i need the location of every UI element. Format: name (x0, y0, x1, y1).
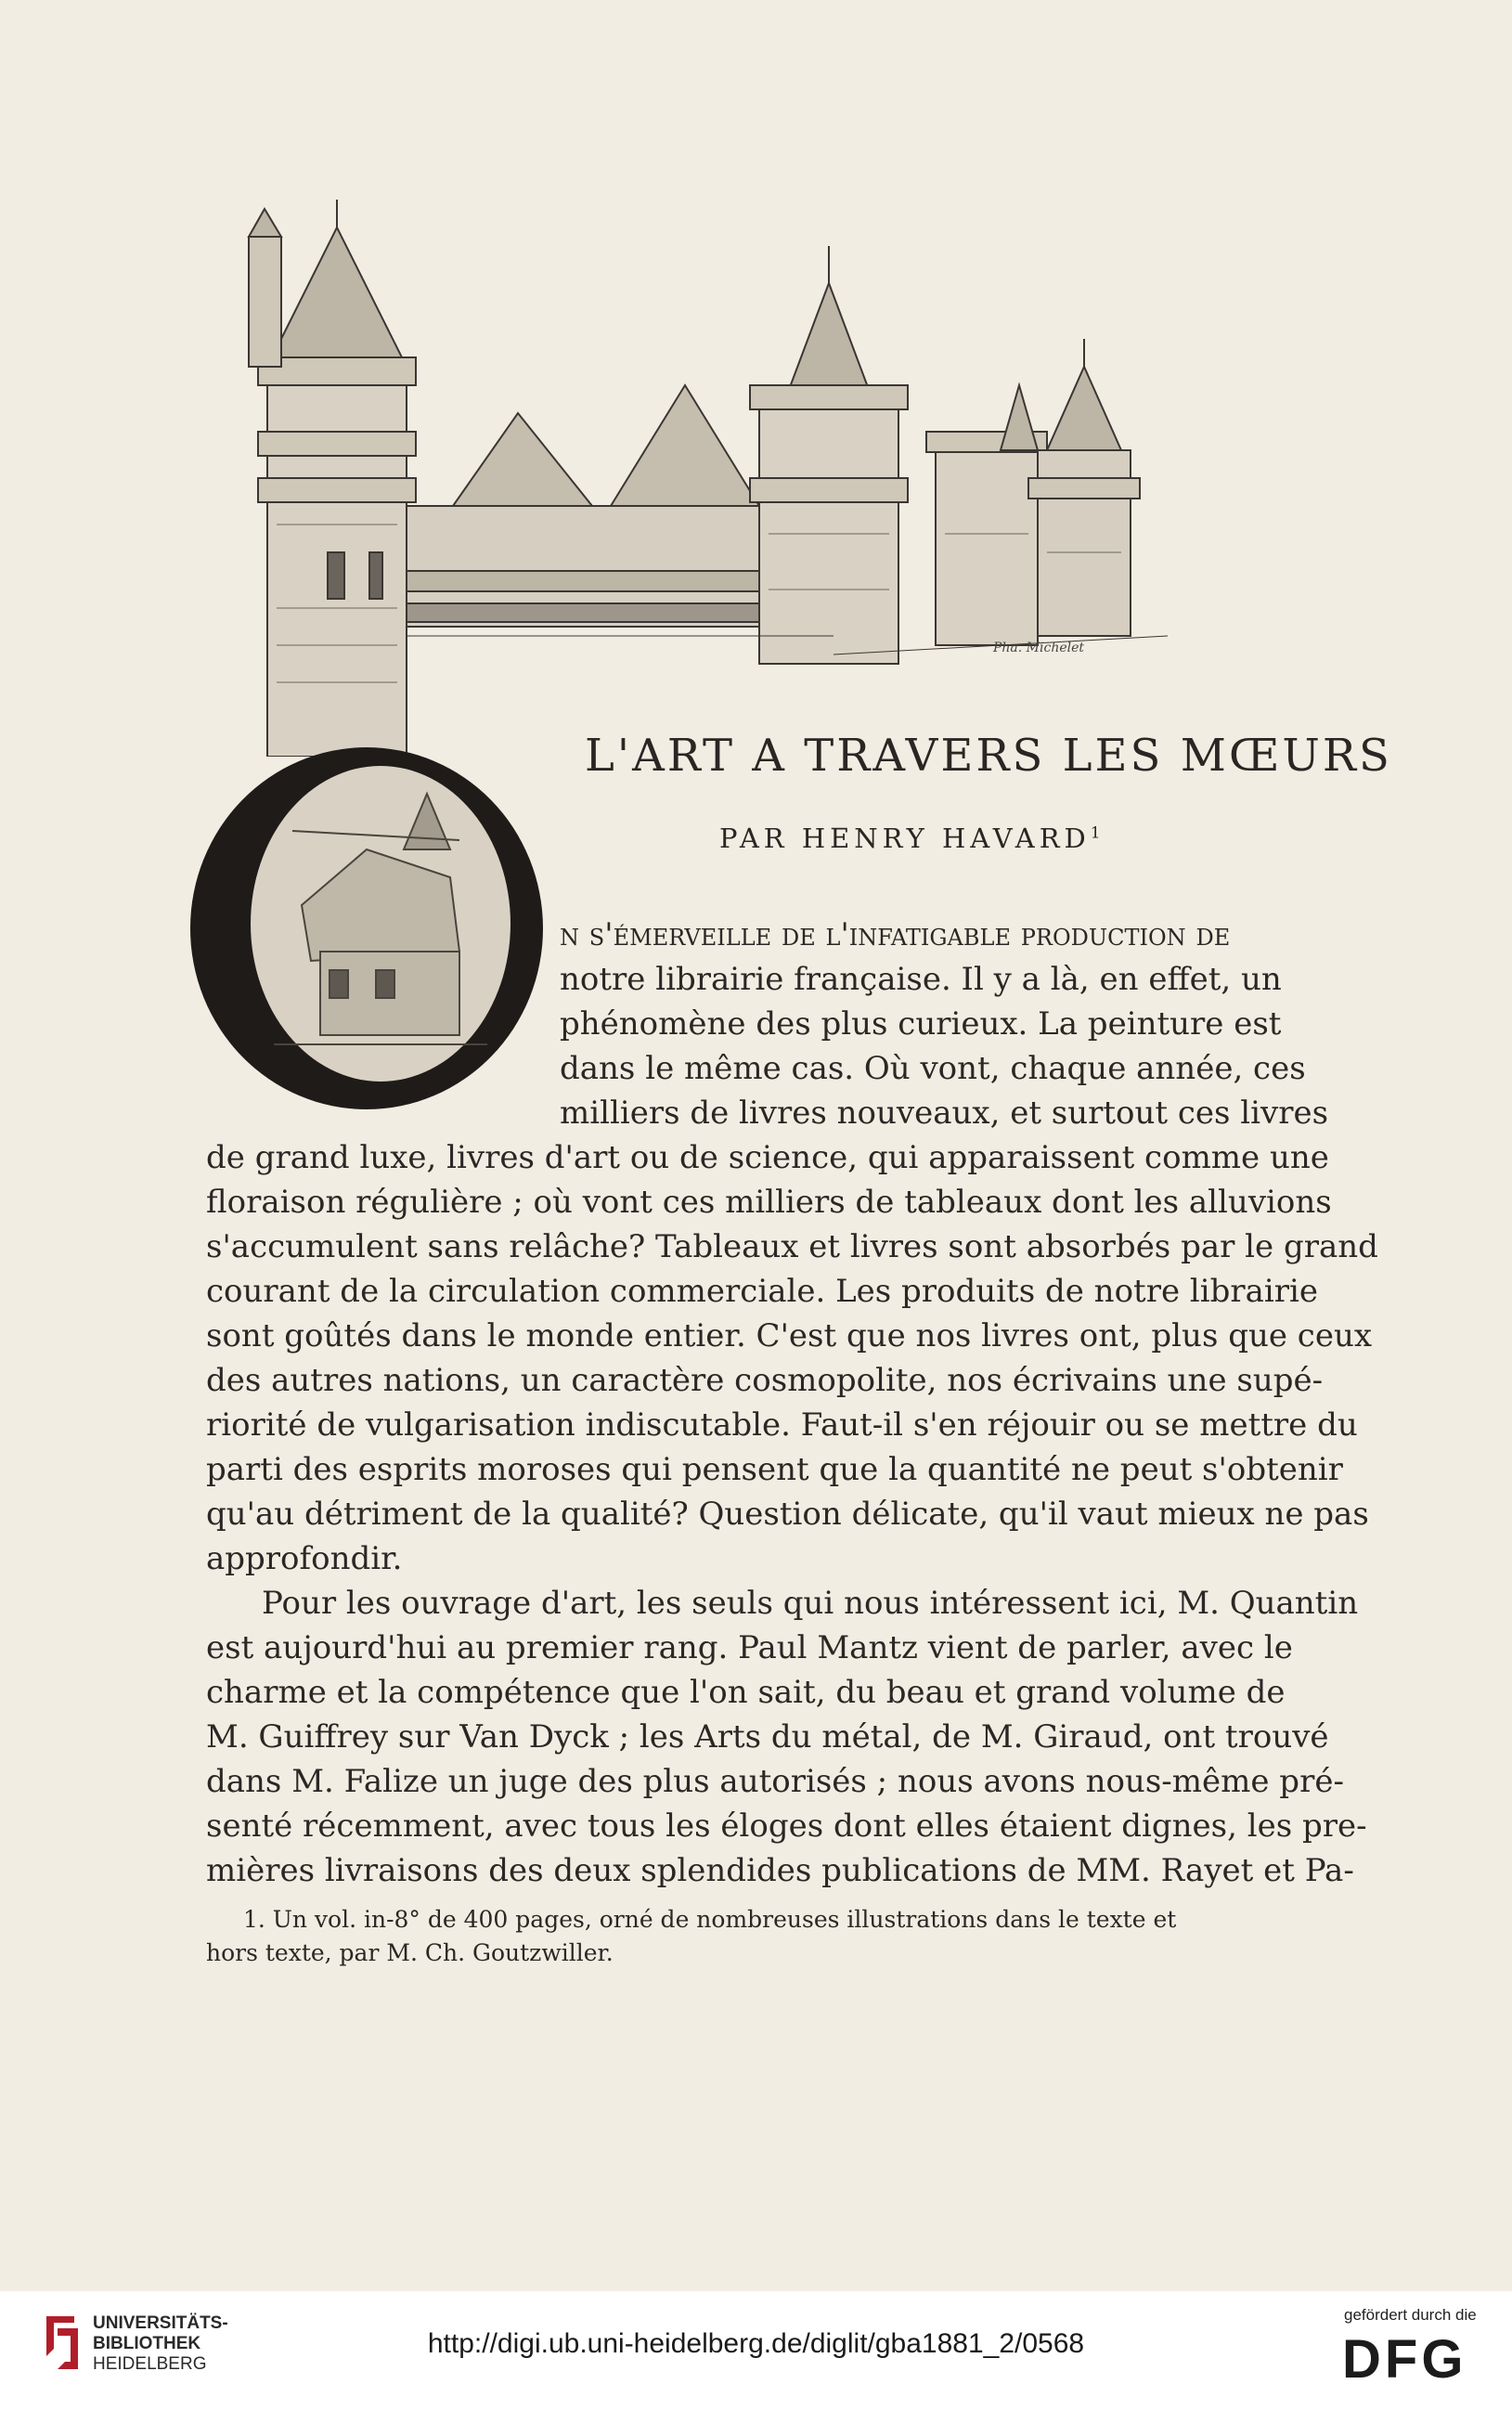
body-line: approfondir. (206, 1540, 403, 1577)
castle-illustration (239, 200, 1186, 757)
body-line: de grand luxe, livres d'art ou de science, qui apparaissent comme une (206, 1139, 1329, 1176)
article-title: L'ART A TRAVERS LES MŒURS (585, 730, 1392, 782)
body-line: riorité de vulgarisation indiscutable. Faut-il s'en réjouir ou se mettre du (206, 1406, 1358, 1444)
footnote-reference: 1 (1090, 823, 1101, 843)
body-line: milliers de livres nouveaux, et surtout ces livres (560, 1095, 1329, 1132)
body-line-text: n s'émerveille de l'infatigable production de (560, 916, 1231, 953)
body-line: floraison régulière ; où vont ces milliers de tableaux dont les alluvions (206, 1184, 1332, 1221)
body-line: sont goûtés dans le monde entier. C'est que nos livres ont, plus que ceux (206, 1317, 1373, 1354)
body-line: M. Guiffrey sur Van Dyck ; les Arts du métal, de M. Giraud, ont trouvé (206, 1718, 1329, 1756)
body-line (560, 913, 1231, 957)
body-line: des autres nations, un caractère cosmopolite, nos écrivains une supé- (206, 1362, 1324, 1399)
footnote-line: hors texte, par M. Ch. Goutzwiller. (206, 1939, 614, 1966)
source-url-link[interactable]: http://digi.ub.uni-heidelberg.de/diglit/gba1881_2/0568 (427, 2328, 1085, 2359)
body-line: qu'au détriment de la qualité? Question délicate, qu'il vaut mieux ne pas (206, 1496, 1369, 1533)
article-byline (719, 823, 1101, 854)
body-line: notre librairie française. Il y a là, en effet, un (560, 961, 1282, 998)
body-line: senté récemment, avec tous les éloges dont elles étaient dignes, les pre- (206, 1808, 1367, 1845)
body-line: courant de la circulation commerciale. Les produits de notre librairie (206, 1273, 1319, 1310)
library-name-line-1: UNIVERSITÄTS- (93, 2313, 228, 2333)
body-line: mières livraisons des deux splendides publications de MM. Rayet et Pa- (206, 1852, 1354, 1889)
dfg-logo: DFG (1342, 2329, 1467, 2390)
body-line: Pour les ouvrage d'art, les seuls qui nous intéressent ici, M. Quantin (262, 1585, 1359, 1622)
funding-caption: gefördert durch die (1344, 2306, 1477, 2324)
drop-cap-o-ornament (181, 738, 562, 1119)
body-line: est aujourd'hui au premier rang. Paul Mantz vient de parler, avec le (206, 1629, 1293, 1666)
body-line: charme et la compétence que l'on sait, du beau et grand volume de (206, 1674, 1286, 1711)
body-line: s'accumulent sans relâche? Tableaux et livres sont absorbés par le grand (206, 1228, 1378, 1265)
library-name-line-2: BIBLIOTHEK (93, 2334, 201, 2353)
footnote-line: 1. Un vol. in-8° de 400 pages, orné de nombreuses illustrations dans le texte et (243, 1906, 1177, 1933)
body-line: dans le même cas. Où vont, chaque année, ces (560, 1050, 1306, 1087)
body-line: parti des esprits moroses qui pensent que la quantité ne peut s'obtenir (206, 1451, 1343, 1488)
byline-text: PAR HENRY HAVARD (719, 823, 1091, 854)
library-name-line-3: HEIDELBERG (93, 2354, 207, 2374)
body-line: phénomène des plus curieux. La peinture est (560, 1005, 1282, 1043)
body-line: dans M. Falize un juge des plus autorisés ; nous avons nous-même pré- (206, 1763, 1344, 1800)
engraving-credit: Pha. Michelet (993, 641, 1085, 655)
